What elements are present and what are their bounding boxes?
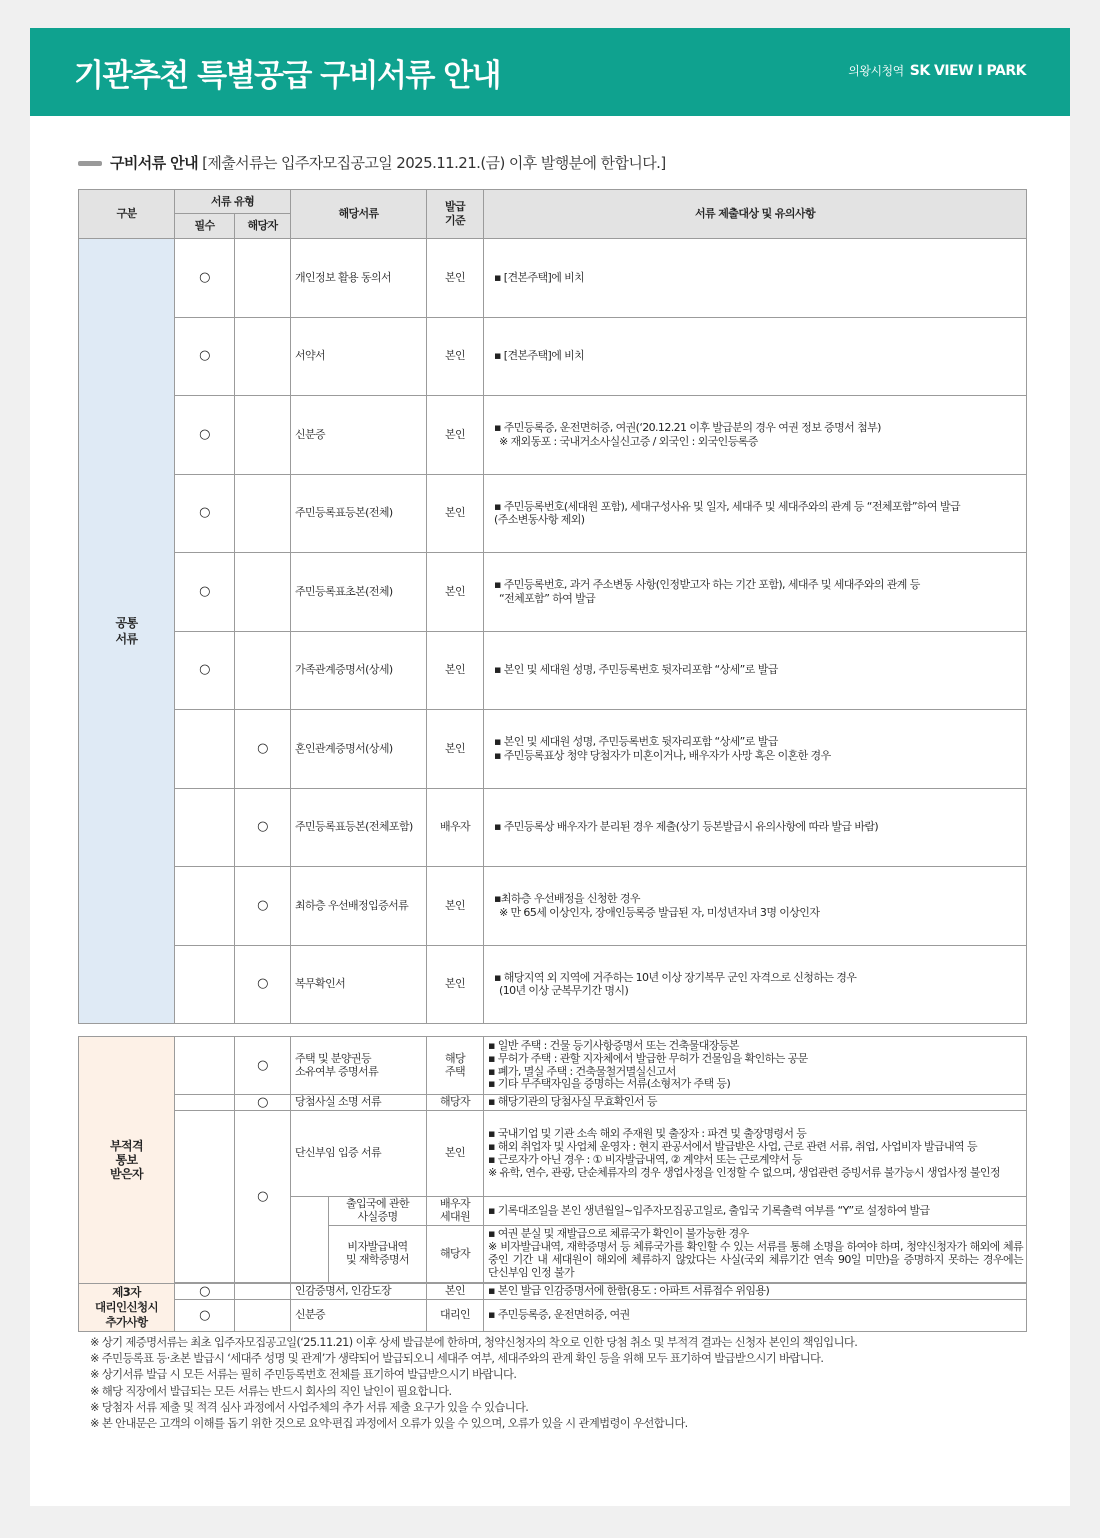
document-name: 인감증명서, 인감도장 (291, 1284, 427, 1300)
issuer-cell: 본인 (427, 710, 484, 789)
remarks-cell (484, 396, 1027, 475)
remark-line: ▪ 주민등록증, 운전면허증, 여권(‘20.12.21 이후 발급분의 경우 여권 정보 증명서 첨부) (494, 421, 881, 434)
category-proxy: 제3자 대리인신청시 추가사항 (79, 1284, 175, 1332)
table-row (79, 710, 1027, 789)
document-name: 가족관계증명서(상세) (291, 631, 427, 710)
applicable-mark: ○ (235, 710, 291, 789)
applicable-mark (235, 239, 291, 318)
required-mark (175, 788, 235, 867)
remarks-cell (484, 317, 1027, 396)
remarks-cell: ▪ 주민등록증, 운전면허증, 여권 (484, 1300, 1027, 1332)
applicable-mark: ○ (235, 1037, 291, 1095)
brand-logo (848, 62, 1026, 79)
brand-main: SK VIEW I PARK (909, 63, 1026, 79)
footnote: ※ 본 안내문은 고객의 이해를 돕기 위한 것으로 요약·편집 과정에서 오류가 있을 수 있으며, 오류가 있을 시 관계법령이 우선합니다. (90, 1417, 688, 1431)
remark-line: ▪ 주민등록표상 청약 당첨자가 미혼이거나, 배우자가 사망 혹은 이혼한 경우 (494, 748, 831, 762)
category-common: 공통 서류 (79, 239, 175, 1024)
footnotes (90, 1335, 857, 1432)
issuer-cell: 본인 (427, 474, 484, 553)
table-row (79, 867, 1027, 946)
col-header-remarks: 서류 제출대상 및 유의사항 (484, 190, 1027, 239)
document-name: 단신부임 입증 서류 (291, 1111, 427, 1197)
applicable-mark: ○ (235, 788, 291, 867)
document-name: 서약서 (291, 317, 427, 396)
remark-line: “전체포함” 하여 발급 (499, 591, 596, 605)
required-cell (175, 1095, 235, 1111)
footnote: ※ 당첨자 서류 제출 및 적격 심사 과정에서 사업주체의 추가 서류 제출 요구가 있을 수 있습니다. (90, 1400, 529, 1414)
issuer-cell: 배우자 (427, 788, 484, 867)
remark-line: (10년 이상 군복무기간 명시) (499, 984, 629, 998)
document-name: 비자발급내역 및 재학증명서 (329, 1226, 427, 1283)
table-row (79, 788, 1027, 867)
applicable-cell (235, 1284, 291, 1300)
remarks-cell: ▪ 해당기관의 당첨사실 무효확인서 등 (484, 1095, 1027, 1111)
required-mark: ○ (175, 1300, 235, 1332)
issuer-cell: 본인 (427, 867, 484, 946)
document-name: 출입국에 관한 사실증명 (329, 1197, 427, 1226)
required-mark: ○ (175, 1284, 235, 1300)
required-mark: ○ (175, 474, 235, 553)
table-row (79, 239, 1027, 318)
issuer-cell: 본인 (427, 317, 484, 396)
remark-line: ※ 재외동포 : 국내거소사실신고증 / 외국인 : 외국인등록증 (499, 434, 758, 448)
section-note: [제출서류는 입주자모집공고일 2025.11.21.(금) 이후 발행분에 한합니다.] (202, 154, 666, 172)
section-title (78, 152, 666, 173)
page-title: 기관추천 특별공급 구비서류 안내 (74, 58, 501, 94)
remarks-cell (484, 553, 1027, 632)
remarks-cell: ▪ 기록대조일을 본인 생년월일~입주자모집공고일로, 출입국 기록출력 여부를 “Y”로 설정하여 발급 (484, 1197, 1027, 1226)
issuer-cell: 본인 (427, 239, 484, 318)
remarks-cell (484, 631, 1027, 710)
remarks-cell (484, 867, 1027, 946)
applicable-mark (235, 553, 291, 632)
required-mark (175, 945, 235, 1024)
section-label: 구비서류 안내 (110, 154, 198, 172)
issuer-cell: 대리인 (427, 1300, 484, 1332)
col-header-document: 해당서류 (291, 190, 427, 239)
footnote: ※ 해당 직장에서 발급되는 모든 서류는 반드시 회사의 직인 날인이 필요합니다. (90, 1384, 452, 1398)
table-row (79, 317, 1027, 396)
footnote: ※ 주민등록표 등·초본 발급시 ‘세대주 성명 및 관계’가 생략되어 발급되오니 세대주 여부, 세대주와의 관계 확인 등을 위해 모두 표기하여 발급받으시기 바랍니다. (90, 1352, 824, 1366)
col-header-issuer: 발급 기준 (427, 190, 484, 239)
document-name: 주민등록표등본(전체) (291, 474, 427, 553)
col-header-doc-type: 서류 유형 (175, 190, 291, 214)
remark-line: ▪ 본인 및 세대원 성명, 주민등록번호 뒷자리포함 “상세”로 발급 (494, 735, 778, 748)
applicable-mark (235, 631, 291, 710)
issuer-cell: 본인 (427, 553, 484, 632)
ineligible-docs-table (78, 1036, 1027, 1332)
document-name: 혼인관계증명서(상세) (291, 710, 427, 789)
table-row (79, 553, 1027, 632)
issuer-cell: 본인 (427, 1111, 484, 1197)
remarks-cell (484, 788, 1027, 867)
issuer-cell: 본인 (427, 1284, 484, 1300)
table-row (79, 474, 1027, 553)
required-mark (175, 710, 235, 789)
remarks-cell: ▪ 본인 발급 인감증명서에 한함(용도 : 아파트 서류접수 위임용) (484, 1284, 1027, 1300)
issuer-cell: 본인 (427, 396, 484, 475)
footnote: ※ 상기서류 발급 시 모든 서류는 필히 주민등록번호 전체를 표기하여 발급받으시기 바랍니다. (90, 1368, 517, 1382)
table-row (79, 1037, 1027, 1095)
issuer-cell: 본인 (427, 945, 484, 1024)
remark-line: ※ 만 65세 이상인자, 장애인등록증 발급된 자, 미성년자녀 3명 이상인자 (499, 905, 820, 919)
issuer-cell: 해당자 (427, 1095, 484, 1111)
document-name: 주택 및 분양권등 소유여부 증명서류 (291, 1037, 427, 1095)
page (30, 28, 1070, 1506)
remarks-cell (484, 710, 1027, 789)
remark-line: ▪ 주민등록번호(세대원 포함), 세대구성사유 및 일자, 세대주 및 세대주와의 관계 등 “전체포함”하여 발급(주소변동사항 제외) (494, 499, 961, 527)
required-mark: ○ (175, 239, 235, 318)
document-name: 개인정보 활용 동의서 (291, 239, 427, 318)
issuer-cell: 배우자 세대원 (427, 1197, 484, 1226)
remark-line: ▪ [견본주택]에 비치 (494, 270, 585, 284)
col-header-required: 필수 (175, 214, 235, 239)
applicable-mark: ○ (235, 867, 291, 946)
required-mark: ○ (175, 396, 235, 475)
table-row (79, 1095, 1027, 1111)
applicable-mark: ○ (235, 945, 291, 1024)
spacer-cell (291, 1226, 329, 1283)
remark-line: ▪ 해당지역 외 지역에 거주하는 10년 이상 장기복무 군인 자격으로 신청하는 경우 (494, 970, 857, 984)
issuer-cell: 해당 주택 (427, 1037, 484, 1095)
remark-line: ▪최하층 우선배정을 신청한 경우 (494, 892, 640, 905)
table-row (79, 1300, 1027, 1332)
applicable-mark (235, 317, 291, 396)
applicable-mark: ○ (235, 1095, 291, 1111)
remarks-cell (484, 945, 1027, 1024)
col-header-category: 구분 (79, 190, 175, 239)
remarks-cell (484, 474, 1027, 553)
remark-line: ▪ 본인 및 세대원 성명, 주민등록번호 뒷자리포함 “상세”로 발급 (494, 663, 778, 677)
required-mark: ○ (175, 317, 235, 396)
remarks-cell (484, 239, 1027, 318)
applicable-cell (235, 1300, 291, 1332)
table-row (79, 1111, 1027, 1197)
table-row (79, 1284, 1027, 1300)
col-header-applicable: 해당자 (235, 214, 291, 239)
header-banner (30, 28, 1070, 116)
remark-line: ▪ 주민등록상 배우자가 분리된 경우 제출(상기 등본발급시 유의사항에 따라 발급 바람) (494, 820, 879, 834)
footnote: ※ 상기 제증명서류는 최초 입주자모집공고일(‘25.11.21) 이후 상세 발급분에 한하며, 청약신청자의 착오로 인한 당첨 취소 및 부적격 결과는 신청자 본인의 책임입니다. (90, 1336, 858, 1349)
remarks-cell: ▪ 일반 주택 : 건물 등기사항증명서 또는 건축물대장등본 ▪ 무허가 주택 : 관할 지자체에서 발급한 무허가 건물임을 확인하는 공문 ▪ 폐가, 멸실 주택 : 건축물철거멸실신고서 ▪ 기타 무주택자임을 증명하는 서류(소형저가 주택 등) (484, 1037, 1027, 1095)
document-name: 신분증 (291, 396, 427, 475)
issuer-cell: 본인 (427, 631, 484, 710)
applicable-mark (235, 474, 291, 553)
remark-line: ▪ [견본주택]에 비치 (494, 349, 585, 363)
table-row (79, 631, 1027, 710)
required-mark: ○ (175, 553, 235, 632)
brand-sub: 의왕시청역 (848, 64, 904, 78)
category-ineligible: 부적격 통보 받은자 (79, 1037, 175, 1284)
table-row (79, 945, 1027, 1024)
issuer-cell: 해당자 (427, 1226, 484, 1283)
applicable-mark (235, 396, 291, 475)
section-bar-icon (78, 161, 102, 166)
document-name: 신분증 (291, 1300, 427, 1332)
spacer-cell (291, 1197, 329, 1226)
document-name: 주민등록표등본(전체포함) (291, 788, 427, 867)
remarks-cell: ▪ 국내기업 및 기관 소속 해외 주재원 및 출장자 : 파견 및 출장명령서 등 ▪ 해외 취업자 및 사업체 운영자 : 현지 관공서에서 발급받은 사업, 근로 관련 서류, 취업, 사업비자 발급내역 등 ▪ 근로자가 아닌 경우 : ① 비자발급내역, ② 계약서 또는 근로계약서 등 ※ 유학, 연수, 관광, 단순체류자의 경우 생업사정을 인정할 수 없으며, 생업관련 증빙서류 불가능시 생업사정 불인정 (484, 1111, 1027, 1197)
document-name: 최하층 우선배정입증서류 (291, 867, 427, 946)
remark-line: ▪ 주민등록번호, 과거 주소변동 사항(인정받고자 하는 기간 포함), 세대주 및 세대주와의 관계 등 (494, 578, 920, 591)
document-name: 당첨사실 소명 서류 (291, 1095, 427, 1111)
remarks-cell: ▪ 여권 분실 및 재발급으로 체류국가 확인이 불가능한 경우 ※ 비자발급내역, 재학증명서 등 체류국가를 확인할 수 있는 서류를 통해 소명을 하여야 하며, 청약신청자가 해외에 체류 중인 기간 내 세대원이 해외에 체류하지 않았다는 사실(국외 체류기간 연속 90일 미만)을 증명하지 못하는 경우에는 단신부임 인정 불가 (484, 1226, 1027, 1283)
applicable-mark: ○ (235, 1111, 291, 1283)
common-docs-table (78, 189, 1027, 1024)
required-cell (175, 1037, 235, 1095)
required-mark (175, 867, 235, 946)
required-mark: ○ (175, 631, 235, 710)
document-name: 주민등록표초본(전체) (291, 553, 427, 632)
table-row (79, 396, 1027, 475)
document-name: 복무확인서 (291, 945, 427, 1024)
required-cell (175, 1111, 235, 1283)
